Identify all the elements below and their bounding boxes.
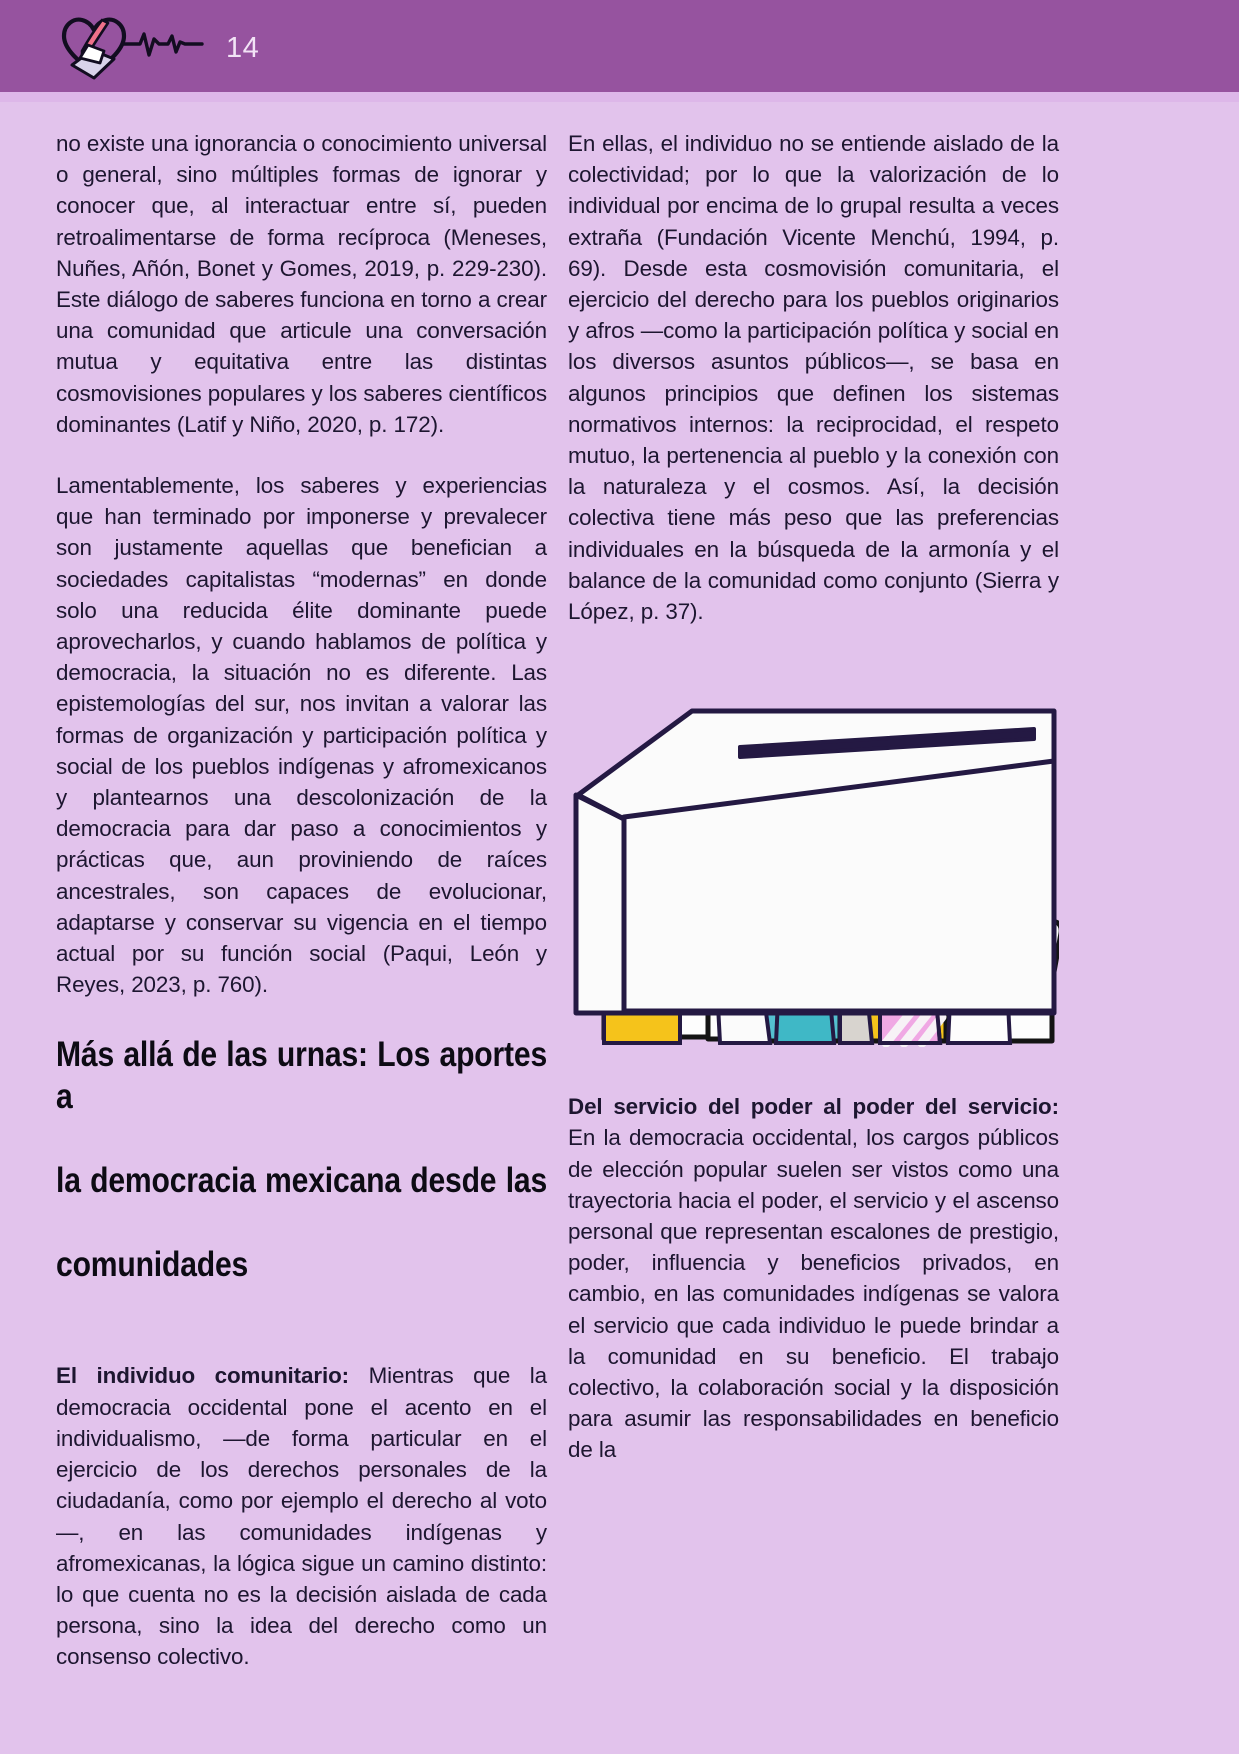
left-subsection-1	[56, 1360, 547, 1672]
right-subsection-1-body: En la democracia occidental, los cargos públicos de elección popular suelen ser vistos como una trayectoria hacia el poder, el servicio y el ascenso personal que representan escalones de prestigio, poder, influencia y beneficios privados, en cambio, en las comunidades indígenas se valora el servicio que cada individuo le puede brindar a la comunidad en su beneficio. El trabajo colectivo, la colaboración social y la disposición para asumir las responsabilidades en beneficio de la	[568, 1125, 1059, 1463]
section-heading	[56, 1034, 547, 1286]
heading-spacer	[56, 1286, 547, 1360]
right-paragraph-1: En ellas, el individuo no se entiende aislado de la colectividad; por lo que la valorización de lo individual por encima de lo grupal resulta a veces extraña (Fundación Vicente Menchú, 1994, p. 69). Desde esta cosmovisión comunitaria, el ejercicio del derecho para los pueblos originarios y afros —como la participación política y social en los diversos asuntos públicos—, se basa en algunos principios que definen los sistemas normativos internos: la reciprocidad, el respeto mutuo, la pertenencia al pueblo y la conexión con la naturaleza y el cosmos. Así, la decisión colectiva tiene más peso que las preferencias individuales en la búsqueda de la armonía y el balance de la comunidad como conjunto (Sierra y López, p. 37).	[568, 131, 1059, 625]
header-content	[56, 0, 259, 92]
header-accent-strip	[0, 92, 1239, 102]
section-heading-line-2: la democracia mexicana desde las	[56, 1161, 548, 1201]
right-column	[568, 128, 1059, 1466]
page-header-band	[0, 0, 1239, 92]
left-paragraph-1: no existe una ignorancia o conocimiento universal o general, sino múltiples formas de ignorar y conocer que, al interactuar entre sí, pueden retroalimentarse de forma recíproca (Meneses, Nuñes, Añón, Bonet y Gomes, 2019, p. 229-230). Este diálogo de saberes funciona en torno a crear una comunidad que articule una conversación mutua y equitativa entre las distintas cosmovisiones populares y los saberes científicos dominantes (Latif y Niño, 2020, p. 172).	[56, 131, 547, 437]
left-column	[56, 128, 547, 1673]
right-subsection-1	[568, 1091, 1059, 1465]
left-subsection-1-body: Mientras que la democracia occidental pone el acento en el individualismo, —de forma particular en el ejercicio de los derechos personales de la ciudadanía, como por ejemplo el derecho al voto—, en las comunidades indígenas y afromexicanas, la lógica sigue un camino distinto: lo que cuenta no es la decisión aislada de cada persona, sino la idea del derecho como un consenso colectivo.	[56, 1363, 547, 1670]
left-paragraph-2: Lamentablemente, los saberes y experiencias que han terminado por imponerse y prevalecer son justamente aquellas que benefician a sociedades capitalistas “modernas” en donde solo una reducida élite dominante puede aprovecharlos, y cuando hablamos de política y democracia, la situación no es diferente. Las epistemologías del sur, nos invitan a valorar las formas de organización y participación política y social de los pueblos indígenas y afromexicanos y plantearnos una descolonización de la democracia para dar paso a conocimientos y prácticas que, aun proviniendo de raíces ancestrales, son capaces de evolucionar, adaptarse y conservar su vigencia en el tiempo actual por su función social (Paqui, León y Reyes, 2023, p. 760).	[56, 473, 547, 998]
heart-ballot-heartbeat-logo	[56, 10, 216, 82]
page-number: 14	[226, 31, 260, 64]
ballot-box-with-raised-hands-illustration	[568, 667, 1059, 1047]
page-content	[0, 128, 1239, 1754]
section-heading-line-1: Más allá de las urnas: Los aportes a	[56, 1035, 548, 1117]
left-subsection-1-label: El individuo comunitario:	[56, 1363, 350, 1389]
section-heading-line-3: comunidades	[56, 1245, 249, 1285]
right-subsection-1-label: Del servicio del poder al poder del servicio:	[568, 1094, 1059, 1120]
